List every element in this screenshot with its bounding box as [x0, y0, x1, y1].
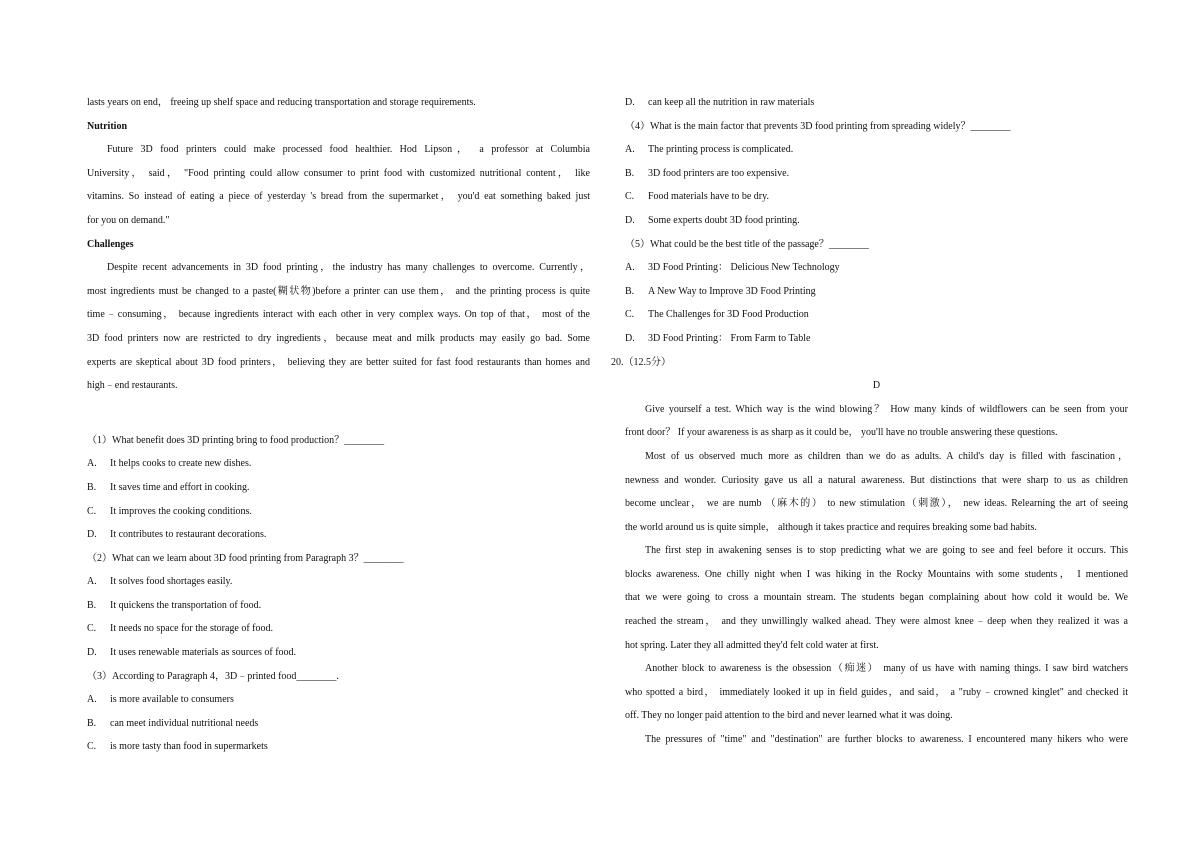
question-4: （4）What is the main factor that prevents 3D food printing from spreading widely？________ — [625, 120, 1011, 132]
spacer — [87, 398, 590, 429]
q3-option-d[interactable]: D. can keep all the nutrition in raw materials — [625, 97, 815, 108]
passage-d — [625, 398, 1128, 752]
passage-line: Give yourself a test. Which way is the wind blowing？ How many kinds of wildflowers can be seen from your — [645, 403, 1128, 415]
passage-line: Most of us observed much more as children than we do as adults. A child's day is filled with fascination， — [645, 450, 1128, 462]
q1-option-d[interactable]: D. It contributes to restaurant decorations. — [87, 529, 267, 541]
passage-line: The pressures of "time" and "destination" are further blocks to awareness. I encountered many hikers who were — [645, 734, 1128, 746]
q3-option-c[interactable]: C. is more tasty than food in supermarkets — [87, 741, 268, 753]
q1-option-c[interactable]: C. It improves the cooking conditions. — [87, 505, 252, 517]
q3-option-b[interactable]: B. can meet individual nutritional needs — [87, 717, 259, 729]
question-2: （2）What can we learn about 3D food printing from Paragraph 3？________ — [87, 552, 404, 564]
q2-option-d[interactable]: D. It uses renewable materials as sources of food. — [87, 647, 297, 659]
passage-line: Despite recent advancements in 3D food printing，the industry has many challenges to overcome. Currently， — [107, 262, 590, 274]
section-heading-challenges: Challenges — [87, 238, 134, 250]
section-number: 20.（12.5分） — [611, 356, 671, 368]
q4-option-b[interactable]: B. 3D food printers are too expensive. — [625, 167, 790, 179]
left-column — [87, 91, 590, 759]
passage-letter: D — [872, 380, 881, 392]
q2-option-b[interactable]: B. It quickens the transportation of food. — [87, 599, 262, 611]
q4-option-a[interactable]: A. The printing process is complicated. — [625, 144, 794, 156]
q5-option-b[interactable]: B. A New Way to Improve 3D Food Printing — [625, 285, 816, 297]
passage-line: University， said， "Food printing could allow consumer to print food with customized nutritional content， like — [87, 167, 590, 179]
passage-line: newness and wonder. Curiosity gave us all a natural awareness. But distinctions that were sharp to us as children — [625, 474, 1128, 486]
passage-line: for you on demand." — [87, 214, 170, 226]
passage-line: the world around us is quite simple， although it takes practice and requires breaking some bad habits. — [625, 521, 1037, 533]
passage-line: hot spring. Later they all admitted they'd felt cold water at first. — [625, 639, 879, 651]
q2-option-c[interactable]: C. It needs no space for the storage of food. — [87, 623, 273, 635]
passage-line: 3D food printers now are restricted to dry ingredients，because meat and milk products may easily go bad. Some — [87, 332, 590, 344]
q5-option-c[interactable]: C. The Challenges for 3D Food Production — [625, 309, 809, 321]
passage-line: Another block to awareness is the obsession（痴迷） many of us have with naming things. I saw bird watchers — [645, 663, 1128, 675]
passage-line: lasts years on end， freeing up shelf space and reducing transportation and storage requirements. — [87, 97, 476, 108]
section-heading-nutrition: Nutrition — [87, 120, 127, 132]
question-3: （3）According to Paragraph 4，3D﹣printed food________. — [87, 670, 339, 682]
question-1: （1）What benefit does 3D printing bring to food production？________ — [87, 434, 385, 446]
passage-line: time﹣consuming， because ingredients interact with each other in very complex ways. On top of that， most of the — [87, 309, 590, 321]
q4-option-d[interactable]: D. Some experts doubt 3D food printing. — [625, 214, 800, 226]
q1-option-b[interactable]: B. It saves time and effort in cooking. — [87, 481, 250, 493]
passage-line: become unclear， we are numb （麻木的） to new stimulation（刺激）， new ideas. Relearning the art of seeing — [625, 498, 1128, 510]
passage-line: experts are skeptical about 3D food printers， believing they are better suited for fast food restaurants than homes and — [87, 356, 590, 368]
passage-line: most ingredients must be changed to a paste(糊状物)before a printer can use them， and the printing process is quite — [87, 285, 590, 297]
passage-line: front door？ If your awareness is as sharp as it could be， you'll have no trouble answering these questions. — [625, 427, 1058, 439]
q5-option-a[interactable]: A. 3D Food Printing： Delicious New Technology — [625, 262, 840, 274]
q4-option-c[interactable]: C. Food materials have to be dry. — [625, 191, 769, 203]
passage-line: that we were going to cross a mountain stream. The students began complaining about how cold it would be. We — [625, 592, 1128, 604]
passage-line: off. They no longer paid attention to the bird and never learned what it was doing. — [625, 710, 953, 722]
passage-line: reached the stream， and they unwillingly walked ahead. They were almost knee﹣deep when they realized it was a — [625, 616, 1128, 628]
q2-option-a[interactable]: A. It solves food shortages easily. — [87, 576, 233, 588]
passage-line: high﹣end restaurants. — [87, 380, 178, 392]
q5-option-d[interactable]: D. 3D Food Printing： From Farm to Table — [625, 332, 811, 344]
q3-option-a[interactable]: A. is more available to consumers — [87, 694, 234, 706]
passage-line: vitamins. So instead of eating a piece of yesterday 's bread from the supermarket， you'd eat something baked just — [87, 191, 590, 203]
passage-line: Future 3D food printers could make processed food healthier. Hod Lipson， a professor at Columbia — [107, 144, 590, 156]
passage-line: blocks awareness. One chilly night when I was hiking in the Rocky Mountains with some students， I mentioned — [625, 568, 1128, 580]
passage-line: The first step in awakening senses is to stop predicting what we are going to see and feel before it occurs. This — [645, 545, 1128, 557]
q1-option-a[interactable]: A. It helps cooks to create new dishes. — [87, 458, 252, 470]
right-column — [611, 91, 1128, 752]
question-5: （5）What could be the best title of the passage？________ — [625, 238, 869, 250]
passage-line: who spotted a bird， immediately looked it up in field guides，and said， a "ruby﹣crowned kinglet" and checked it — [625, 686, 1128, 698]
